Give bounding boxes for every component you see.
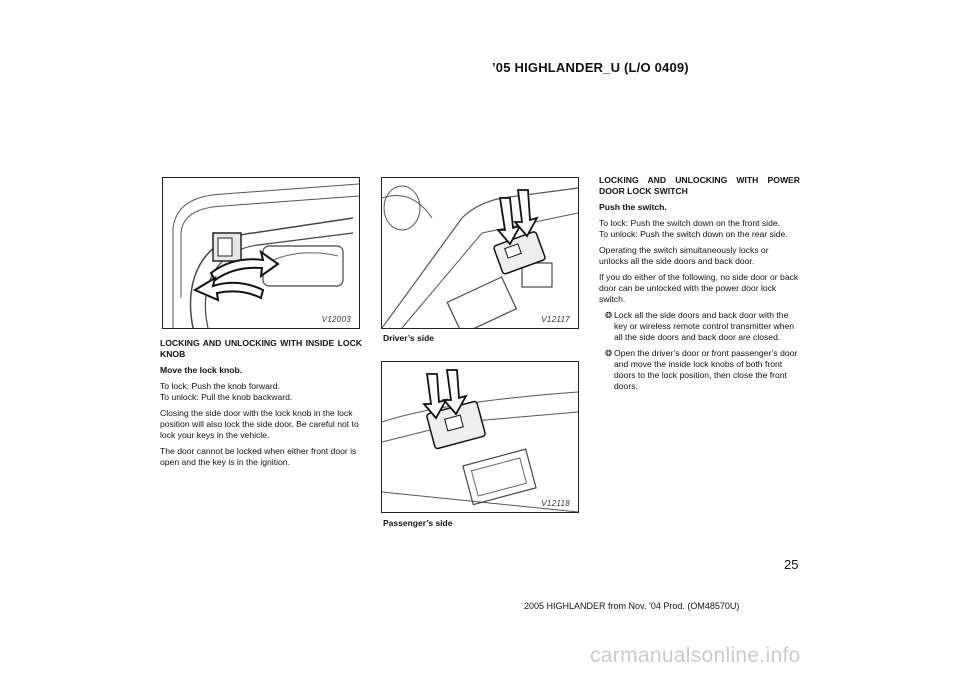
- figure-code: V12003: [321, 315, 351, 324]
- driver-side-caption: Driver’s side: [383, 333, 435, 343]
- switch-lock-line: To lock: Push the switch down on the front side.: [599, 218, 781, 228]
- passenger-switch-figure: [381, 361, 579, 513]
- inside-lock-knob-subheading: Move the lock knob.: [160, 365, 243, 375]
- bullet-icon: ❂: [605, 310, 613, 320]
- page-footer: 2005 HIGHLANDER from Nov. ’04 Prod. (OM48570U): [524, 601, 740, 611]
- driver-switch-illustration: [382, 178, 578, 328]
- switch-conditions-list: [599, 310, 800, 392]
- switch-paragraph-1: Operating the switch simultaneously locks or unlocks all the side doors and back door.: [599, 245, 769, 266]
- bullet-icon: ❂: [605, 348, 613, 358]
- passenger-switch-illustration: [382, 362, 578, 512]
- power-lock-switch-subheading: Push the switch.: [599, 202, 667, 212]
- switch-paragraph-2: If you do either of the following, no side door or back door can be unlocked with the power door lock switch.: [599, 272, 799, 304]
- knob-paragraph-1: Closing the side door with the lock knob in the lock position will also lock the side door. Be careful not to lock your keys in the vehicle.: [160, 408, 359, 440]
- driver-switch-figure: [381, 177, 579, 329]
- power-lock-switch-heading: LOCKING AND UNLOCKING WITH POWER DOOR LOCK SWITCH: [599, 175, 800, 196]
- right-text-column: [599, 175, 800, 397]
- lock-knob-figure: [162, 177, 360, 329]
- switch-unlock-line: To unlock: Push the switch down on the rear side.: [599, 229, 788, 239]
- bullet-text: Open the driver’s door or front passenger’s door and move the inside lock knobs of both front doors to the lock position, then close the front doors.: [614, 348, 798, 391]
- page-header-title: ’05 HIGHLANDER_U (L/O 0409): [492, 60, 689, 75]
- passenger-side-caption: Passenger’s side: [383, 518, 453, 528]
- knob-lock-line: To lock: Push the knob forward.: [160, 381, 280, 391]
- bullet-text: Lock all the side doors and back door with the key or wireless remote control transmitter when all the side doors and back door are closed.: [614, 310, 795, 342]
- watermark: carmanualsonline.info: [590, 644, 801, 667]
- switch-lock-instructions: [599, 218, 800, 240]
- left-text-column: [160, 338, 362, 473]
- knob-paragraph-2: The door cannot be locked when either front door is open and the key is in the ignition.: [160, 446, 357, 467]
- list-item: [599, 348, 800, 392]
- lock-knob-illustration: [163, 178, 359, 328]
- page-number: 25: [784, 557, 799, 572]
- knob-unlock-line: To unlock: Pull the knob backward.: [160, 392, 293, 402]
- list-item: [599, 310, 800, 343]
- figure-code: V12117: [541, 315, 570, 324]
- figure-code: V12118: [541, 499, 570, 508]
- inside-lock-knob-heading: LOCKING AND UNLOCKING WITH INSIDE LOCK KNOB: [160, 338, 362, 359]
- knob-lock-instructions: [160, 381, 362, 403]
